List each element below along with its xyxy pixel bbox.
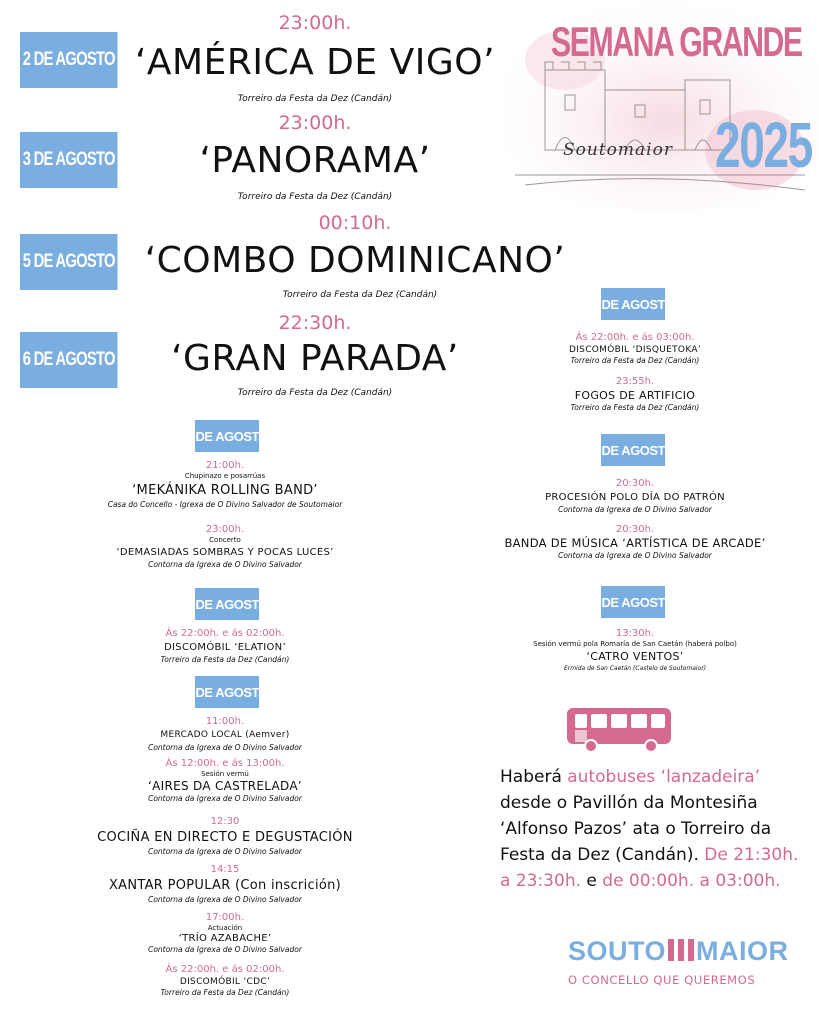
event-time: 13:30h.	[615, 628, 655, 639]
date-badge: 7 DE AGOSTO	[601, 586, 665, 618]
bus-icon	[565, 706, 675, 754]
event-time: Ás 22:00h. e ás 02:00h.	[165, 628, 285, 639]
event-venue: Contorna da Igrexa de O Divino Salvador	[558, 505, 712, 514]
event-time: 23:55h.	[615, 376, 655, 387]
event-item	[60, 628, 390, 665]
bus-text-part: desde o Pavillón da Montesiña ‘Alfonso Pazos’ ata o Torreiro da Festa da Dez (Candán).	[500, 793, 772, 865]
event-item	[470, 332, 800, 366]
event-subtitle: Actuación	[207, 924, 243, 932]
event-name: XANTAR POPULAR (Con inscrición)	[108, 878, 342, 893]
event-time: Ás 22:00h. e ás 02:00h.	[165, 964, 285, 975]
event-name: BANDA DE MÚSICA ‘ARTÍSTICA DE ARCADE’	[504, 536, 766, 550]
right-schedule	[470, 286, 800, 686]
left-schedule	[60, 420, 390, 1020]
event-time: 21:00h.	[205, 460, 245, 471]
event-time: 14:15	[210, 864, 240, 875]
event-name: ‘DEMASIADAS SOMBRAS Y POCAS LUCES’	[116, 547, 334, 558]
event-item	[470, 628, 800, 674]
logo-text: SOUTO	[568, 936, 667, 966]
event-name: ‘TRÍO AZABACHE’	[178, 933, 272, 944]
event-item	[60, 864, 390, 905]
event-venue: Torreiro da Festa da Dez (Candán)	[160, 988, 290, 997]
municipality-logo	[568, 936, 789, 987]
date-badge: 2 DE AGOSTO	[195, 588, 259, 620]
bus-text-part: Haberá	[500, 767, 568, 787]
event-venue: Contorna da Igrexa de O Divino Salvador	[148, 945, 302, 954]
bus-info	[500, 764, 800, 894]
headliner-time: 00:10h.	[318, 212, 392, 234]
event-item	[470, 478, 800, 515]
headliner-venue: Torreiro da Festa da Dez (Candán)	[237, 388, 393, 398]
event-time: Ás 22:00h. e ás 03:00h.	[575, 332, 695, 343]
logo-text: MAIOR	[696, 936, 789, 966]
headliner-time: 23:00h.	[278, 112, 352, 134]
date-badge: 3 DE AGOSTO	[20, 132, 118, 188]
event-venue: Contorna da Igrexa de O Divino Salvador	[558, 551, 712, 560]
event-name: MERCADO LOCAL (Aemver)	[160, 730, 290, 740]
event-time: Ás 12:00h. e ás 13:00h.	[165, 758, 285, 769]
event-venue: Contorna da Igrexa de O Divino Salvador	[148, 895, 302, 904]
event-item	[60, 460, 390, 510]
event-item	[470, 524, 800, 561]
bus-text-part: e	[581, 871, 603, 891]
event-item	[60, 816, 390, 857]
event-name: ‘AIRES DA CASTRELADA’	[148, 779, 302, 793]
event-name: FOGOS DE ARTIFICIO	[574, 389, 696, 402]
headliner-name: ‘AMÉRICA DE VIGO’	[134, 42, 496, 83]
event-item	[470, 376, 800, 413]
date-badge: 6 DE AGOSTO	[601, 434, 665, 466]
date-badge: 5 DE AGOSTO	[20, 234, 118, 290]
event-name: DISCOMÓBIL ‘ELATION’	[164, 642, 286, 653]
poster-artwork	[505, 0, 819, 210]
event-venue: Contorna da Igrexa de O Divino Salvador	[148, 560, 302, 569]
headliner-name: ‘PANORAMA’	[199, 140, 431, 181]
bus-highlight: De 21:30h. a 23:30h.	[500, 845, 799, 891]
headliner-name: ‘GRAN PARADA’	[171, 338, 459, 379]
event-subtitle: Sesión vermú	[201, 770, 249, 778]
event-venue: Torreiro da Festa da Dez (Candán)	[570, 403, 700, 412]
poster-place: Soutomaior	[563, 140, 673, 160]
headliner-venue: Torreiro da Festa da Dez (Candán)	[282, 290, 438, 300]
logo-slogan: O CONCELLO QUE QUEREMOS	[568, 973, 756, 987]
bus-highlight: de 00:00h. a 03:00h.	[602, 871, 781, 891]
date-badge: 1 DE AGOSTO	[195, 420, 259, 452]
event-item	[60, 964, 390, 998]
event-item	[60, 524, 390, 570]
bus-highlight: autobuses ‘lanzadeira’	[567, 767, 761, 787]
headliner-venue: Torreiro da Festa da Dez (Candán)	[237, 192, 393, 202]
headliner-name: ‘COMBO DOMINICANO’	[144, 240, 566, 281]
event-time: 17:00h.	[205, 912, 245, 923]
event-name: ‘CATRO VENTOS’	[586, 650, 684, 663]
date-badge: 2 DE AGOSTO	[20, 32, 118, 88]
event-subtitle: Chupinazo e posarrúas	[184, 472, 266, 480]
tower-icon	[667, 939, 695, 961]
event-name: PROCESIÓN POLO DÍA DO PATRÓN	[545, 492, 725, 503]
event-venue: Torreiro da Festa da Dez (Candán)	[570, 356, 700, 365]
date-badge: 6 DE AGOSTO	[20, 332, 118, 388]
event-venue: Torreiro da Festa da Dez (Candán)	[160, 655, 290, 664]
event-time: 20:30h.	[615, 478, 655, 489]
event-venue: Contorna da Igrexa de O Divino Salvador	[148, 794, 302, 803]
headliner-time: 22:30h.	[278, 312, 352, 334]
event-venue: Contorna da Igrexa de O Divino Salvador	[148, 847, 302, 856]
event-name: ‘MEKÁNIKA ROLLING BAND’	[132, 483, 318, 498]
event-subtitle: Sesión vermú pola Romaría de San Caetán (haberá polbo)	[533, 640, 737, 648]
event-item	[60, 758, 390, 804]
date-badge: 5 DE AGOSTO	[601, 288, 665, 320]
event-name: COCIÑA EN DIRECTO E DEGUSTACIÓN	[97, 830, 353, 845]
headliner-time: 23:00h.	[278, 12, 352, 34]
event-item	[60, 716, 390, 753]
event-item	[60, 912, 390, 955]
event-time: 12:30	[210, 816, 240, 827]
event-name: DISCOMÓBIL ‘DISQUETOKA’	[569, 345, 701, 355]
event-time: 20:30h.	[615, 524, 655, 535]
poster-title: SEMANA GRANDE	[551, 18, 802, 65]
event-subtitle: Concerto	[209, 536, 241, 544]
poster-year: 2025	[715, 109, 812, 181]
headliner-venue: Torreiro da Festa da Dez (Candán)	[237, 94, 393, 104]
event-time: 23:00h.	[205, 524, 245, 535]
event-venue: Contorna da Igrexa de O Divino Salvador	[148, 743, 302, 752]
event-name: DISCOMÓBIL ‘CDC’	[179, 977, 271, 987]
event-time: 11:00h.	[205, 716, 245, 727]
event-venue: Casa do Concello - Igrexa de O Divino Salvador de Soutomaior	[107, 500, 343, 509]
event-venue: Ermida de San Caetán (Castelo de Soutomaior)	[563, 665, 707, 672]
date-badge: 3 DE AGOSTO	[195, 676, 259, 708]
